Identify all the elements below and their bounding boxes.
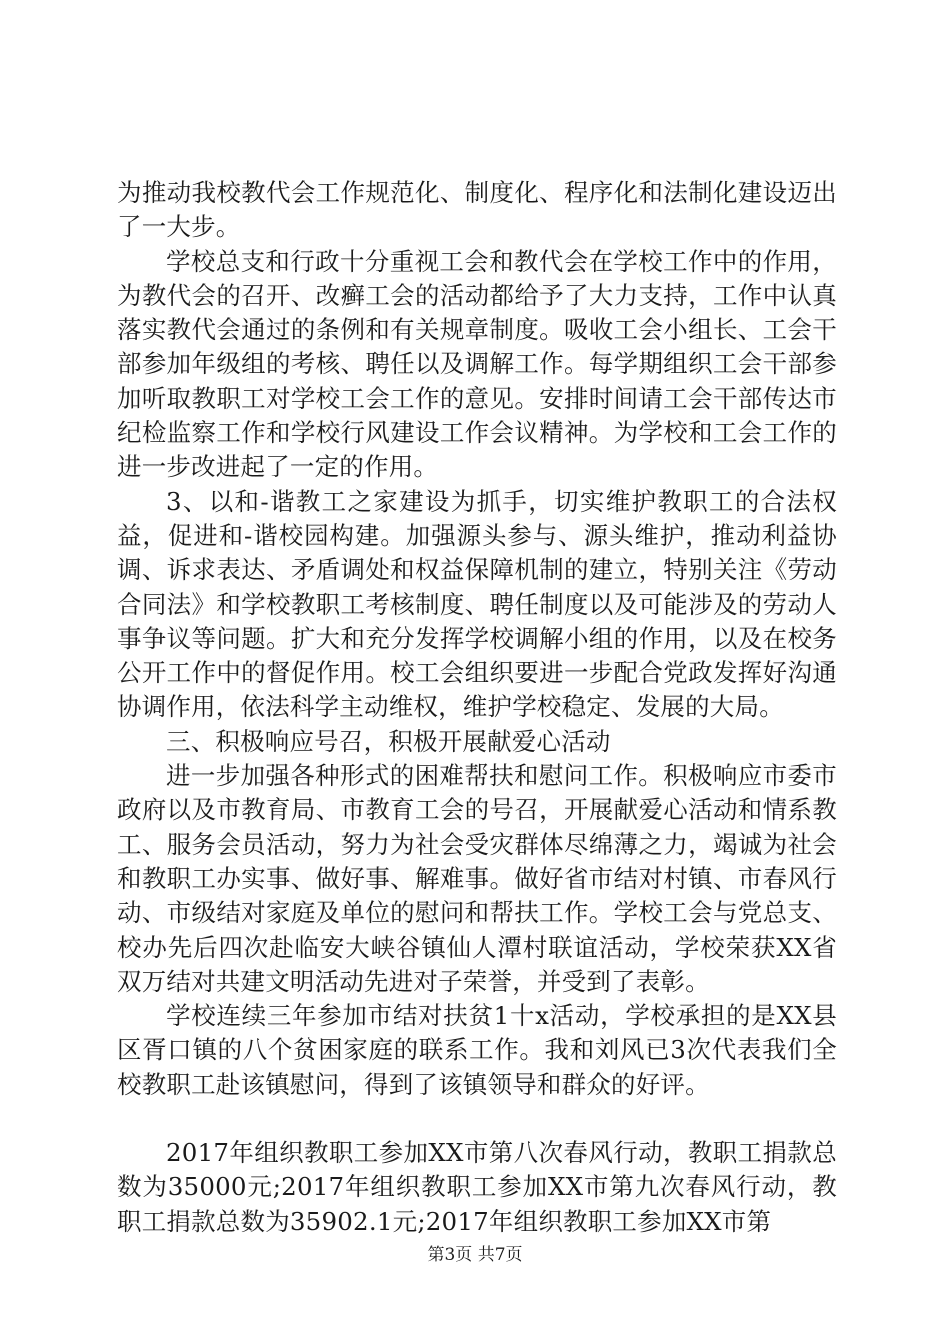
paragraph-assistance-work: 进一步加强各种形式的困难帮扶和慰问工作。积极响应市委市政府以及市教育局、市教育工会的号召，开展献爱心活动和情系教工、服务会员活动，努力为社会受灾群体尽绵薄之力，竭诚为社会和教职工办实事、做好事、解难事。做好省市结对村镇、市春风行动、市级结对家庭及单位的慰问和帮扶工作。学校工会与党总支、校办先后四次赴临安大峡谷镇仙人潭村联谊活动，学校荣获XX省双万结对共建文明活动先进对子荣誉，并受到了表彰。 — [117, 761, 837, 996]
paragraph-rights-protection: 3、以和-谐教工之家建设为抓手，切实维护教职工的合法权益，促进和-谐校园构建。加强源头参与、源头维护，推动利益协调、诉求表达、矛盾调处和权益保障机制的建立，特别关注《劳动合同法》和学校教职工考核制度、聘任制度以及可能涉及的劳动人事争议等问题。扩大和充分发挥学校调解小组的作用，以及在校务公开工作中的督促作用。校工会组织要进一步配合党政发挥好沟通协调作用，依法科学主动维权，维护学校稳定、发展的大局。 — [117, 486, 837, 722]
paragraph-donations: 2017年组织教职工参加XX市第八次春风行动，教职工捐款总数为35000元;2017年组织教职工参加XX市第九次春风行动，教职工捐款总数为35902.1元;2017年组织教职工参加XX市第 — [117, 1138, 837, 1236]
paragraph-continuation: 为推动我校教代会工作规范化、制度化、程序化和法制化建设迈出了一大步。 — [117, 178, 837, 242]
section-heading-charity: 三、积极响应号召，积极开展献爱心活动 — [166, 726, 611, 756]
paragraph-union-support: 学校总支和行政十分重视工会和教代会在学校工作中的作用，为教代会的召开、改癣工会的活动都给予了大力支持，工作中认真落实教代会通过的条例和有关规章制度。吸收工会小组长、工会干部参加年级组的考核、聘任以及调解工作。每学期组织工会干部参加听取教职工对学校工会工作的意见。安排时间请工会干部传达市纪检监察工作和学校行风建设工作会议精神。为学校和工会工作的进一步改进起了一定的作用。 — [117, 246, 837, 482]
document-body — [117, 176, 837, 1239]
paragraph-poverty-relief: 学校连续三年参加市结对扶贫1十x活动，学校承担的是XX县区胥口镇的八个贫困家庭的联系工作。我和刘风已3次代表我们全校教职工赴该镇慰问，得到了该镇领导和群众的好评。 — [117, 1001, 837, 1099]
page-footer: 第3页 共7页 — [427, 1245, 523, 1265]
